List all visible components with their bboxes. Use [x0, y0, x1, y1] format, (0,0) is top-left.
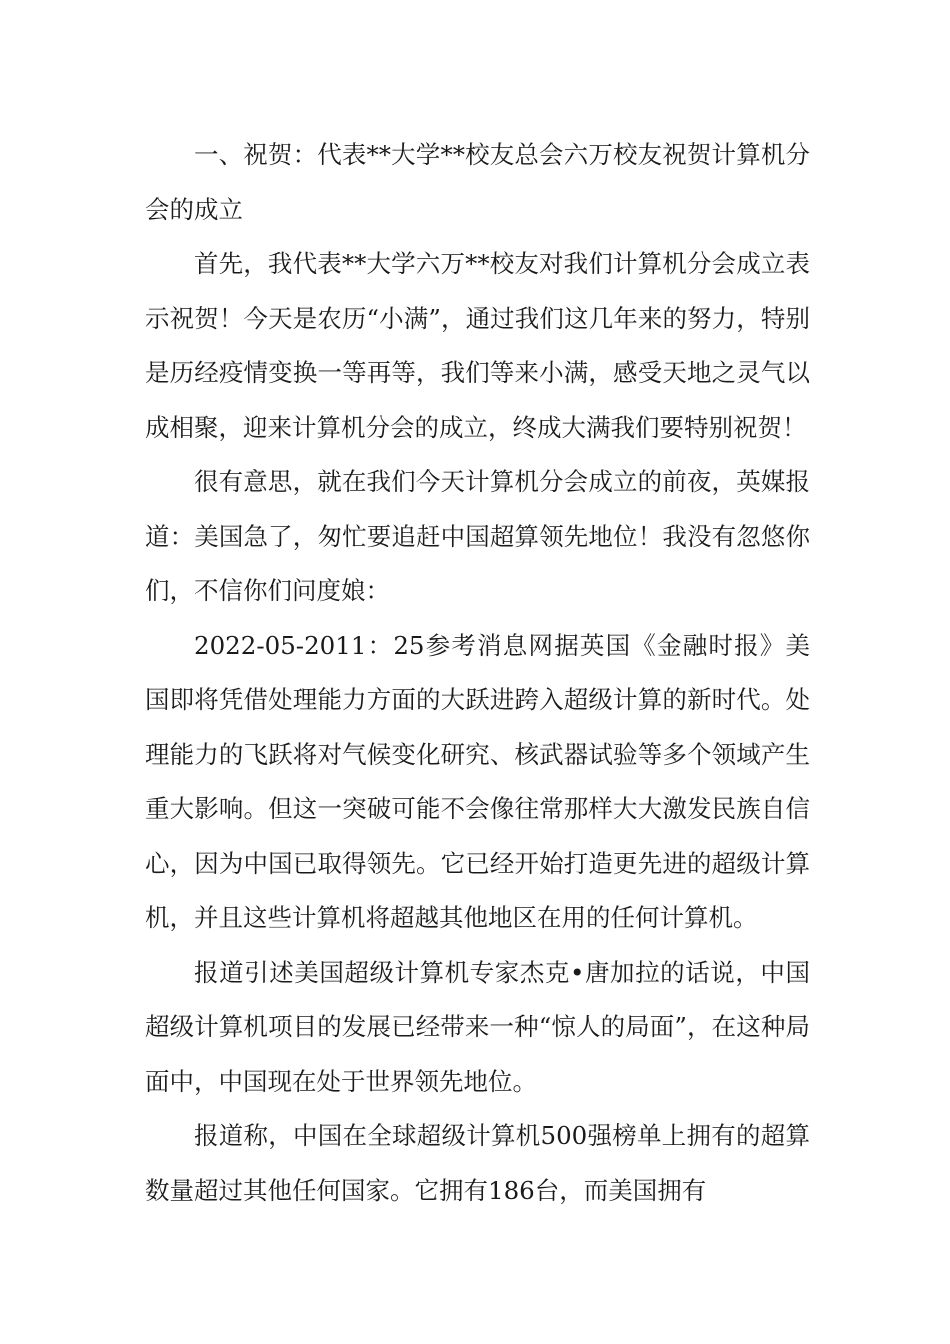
paragraph-congratulation-heading: 一、祝贺：代表**大学**校友总会六万校友祝贺计算机分会的成立: [145, 140, 810, 224]
paragraph-opening-congratulation: 首先，我代表**大学六万**校友对我们计算机分会成立表示祝贺！今天是农历“小满”，通过我们这几年来的努力，特别是历经疫情变换一等再等，我们等来小满，感受天地之灵气以成相聚，迎来计算机分会的成立，终成大满我们要特别祝贺！: [145, 249, 810, 442]
paragraph-media-report-intro: 很有意思，就在我们今天计算机分会成立的前夜，英媒报道：美国急了，匆忙要追赶中国超算领先地位！我没有忽悠你们，不信你们问度娘：: [145, 467, 810, 605]
paragraph-top500-report: 报道称，中国在全球超级计算机500强榜单上拥有的超算数量超过其他任何国家。它拥有186台，而美国拥有: [145, 1121, 810, 1205]
document-body: [145, 128, 810, 1218]
paragraph-news-quote: 2022-05-2011：25参考消息网据英国《金融时报》美国即将凭借处理能力方面的大跃进跨入超级计算的新时代。处理能力的飞跃将对气候变化研究、核武器试验等多个领域产生重大影响。但这一突破可能不会像往常那样大大激发民族自信心，因为中国已取得领先。它已经开始打造更先进的超级计算机，并且这些计算机将超越其他地区在用的任何计算机。: [145, 630, 810, 932]
paragraph-expert-quote: 报道引述美国超级计算机专家杰克•唐加拉的话说，中国超级计算机项目的发展已经带来一种“惊人的局面”，在这种局面中，中国现在处于世界领先地位。: [145, 957, 810, 1096]
